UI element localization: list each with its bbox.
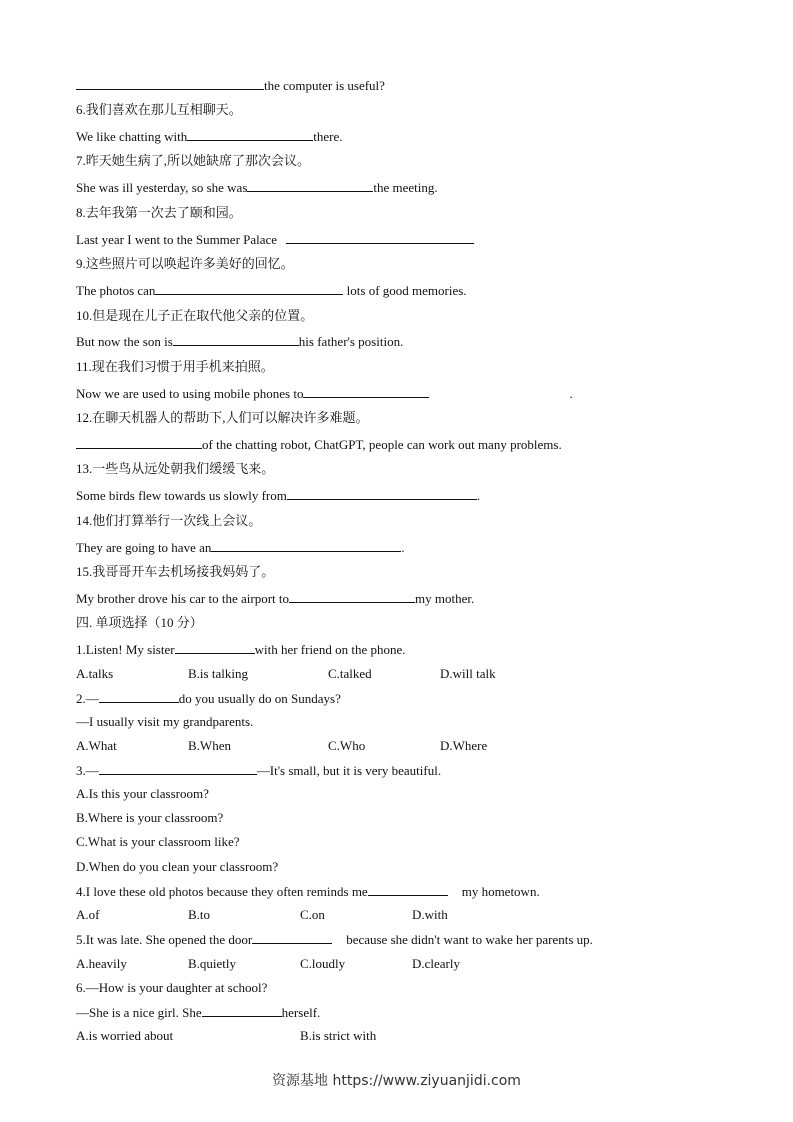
- answer-blank[interactable]: [187, 127, 313, 141]
- mc-question-6: 6.—How is your daughter at school?: [76, 980, 268, 995]
- answer-blank[interactable]: [211, 538, 401, 552]
- mc-5-option-a[interactable]: A.heavily: [76, 956, 127, 971]
- mc-6-option-b[interactable]: B.is strict with: [300, 1028, 377, 1043]
- fill-item-7-chinese: 7.昨天她生病了,所以她缺席了那次会议。: [76, 153, 311, 168]
- answer-blank[interactable]: [368, 882, 448, 896]
- fill-item-13-chinese: 13.一些鸟从远处朝我们缓缓飞来。: [76, 461, 275, 476]
- mc-2-option-a[interactable]: A.What: [76, 738, 117, 753]
- mc-4-option-b[interactable]: B.to: [188, 907, 211, 922]
- fill-item-5-english: the computer is useful?: [76, 76, 385, 95]
- fill-item-13-english: Some birds flew towards us slowly from .: [76, 488, 481, 503]
- mc-3-option-b[interactable]: B.Where is your classroom?: [76, 810, 224, 825]
- answer-blank[interactable]: [99, 761, 257, 775]
- answer-blank[interactable]: [303, 384, 429, 398]
- fill-item-9-english: The photos can lots of good memories.: [76, 283, 467, 298]
- fill-item-10-english: But now the son is his father's position.: [76, 334, 404, 349]
- mc-4-option-a[interactable]: A.of: [76, 907, 100, 922]
- mc-6-answer-line: —She is a nice girl. She herself.: [76, 1005, 321, 1020]
- answer-blank[interactable]: [252, 930, 332, 944]
- fill-item-8-chinese: 8.去年我第一次去了颐和园。: [76, 205, 242, 220]
- mc-3-option-a[interactable]: A.Is this your classroom?: [76, 786, 209, 801]
- fill-item-11-english: Now we are used to using mobile phones to .: [76, 386, 573, 401]
- mc-2-option-c[interactable]: C.Who: [328, 738, 366, 753]
- fill-item-7-english: She was ill yesterday, so she was the meeting.: [76, 180, 438, 195]
- mc-1-option-c[interactable]: C.talked: [328, 666, 372, 681]
- answer-blank[interactable]: [99, 689, 179, 703]
- mc-question-3: 3.— —It's small, but it is very beautiful.: [76, 763, 442, 778]
- mc-question-2: 2.— do you usually do on Sundays?: [76, 691, 341, 706]
- fill-item-9-chinese: 9.这些照片可以唤起许多美好的回忆。: [76, 256, 294, 271]
- mc-5-option-b[interactable]: B.quietly: [188, 956, 237, 971]
- answer-blank[interactable]: [76, 435, 202, 449]
- mc-2-answer-line: —I usually visit my grandparents.: [76, 714, 254, 729]
- answer-blank[interactable]: [286, 230, 474, 244]
- answer-blank[interactable]: [76, 76, 264, 90]
- fill-item-6-chinese: 6.我们喜欢在那儿互相聊天。: [76, 102, 242, 117]
- answer-blank[interactable]: [155, 281, 343, 295]
- mc-5-option-c[interactable]: C.loudly: [300, 956, 346, 971]
- fill-item-12-chinese: 12.在聊天机器人的帮助下,人们可以解决许多难题。: [76, 410, 369, 425]
- answer-blank[interactable]: [247, 178, 373, 192]
- mc-4-option-d[interactable]: D.with: [412, 907, 448, 922]
- mc-3-option-c[interactable]: C.What is your classroom like?: [76, 834, 240, 849]
- answer-blank[interactable]: [175, 640, 255, 654]
- mc-1-option-b[interactable]: B.is talking: [188, 666, 248, 681]
- mc-question-5: 5.It was late. She opened the door because she didn't want to wake her parents up.: [76, 932, 593, 947]
- mc-1-option-d[interactable]: D.will talk: [440, 666, 496, 681]
- mc-2-option-d[interactable]: D.Where: [440, 738, 488, 753]
- mc-1-option-a[interactable]: A.talks: [76, 666, 114, 681]
- section-title: 四. 单项选择（10 分）: [76, 615, 203, 630]
- answer-blank[interactable]: [173, 332, 299, 346]
- mc-5-option-d[interactable]: D.clearly: [412, 956, 461, 971]
- answer-blank[interactable]: [289, 589, 415, 603]
- mc-4-option-c[interactable]: C.on: [300, 907, 325, 922]
- mc-6-option-a[interactable]: A.is worried about: [76, 1028, 174, 1043]
- mc-question-1: 1.Listen! My sister with her friend on the phone.: [76, 642, 406, 657]
- footer-watermark[interactable]: 资源基地 https://www.ziyuanjidi.com: [272, 1073, 521, 1089]
- fill-item-6-english: We like chatting with there.: [76, 129, 343, 144]
- mc-2-option-b[interactable]: B.When: [188, 738, 231, 753]
- mc-3-option-d[interactable]: D.When do you clean your classroom?: [76, 859, 279, 874]
- answer-blank[interactable]: [287, 486, 477, 500]
- fill-item-14-chinese: 14.他们打算举行一次线上会议。: [76, 513, 262, 528]
- fill-item-8-english: Last year I went to the Summer Palace: [76, 230, 474, 249]
- fill-item-15-english: My brother drove his car to the airport to my mother.: [76, 591, 475, 606]
- fill-item-15-chinese: 15.我哥哥开车去机场接我妈妈了。: [76, 564, 275, 579]
- fill-item-10-chinese: 10.但是现在儿子正在取代他父亲的位置。: [76, 308, 314, 323]
- fill-item-11-chinese: 11.现在我们习惯于用手机来拍照。: [76, 359, 274, 374]
- answer-blank[interactable]: [202, 1003, 282, 1017]
- mc-question-4: 4.I love these old photos because they often reminds me my hometown.: [76, 884, 540, 899]
- fill-item-12-english: of the chatting robot, ChatGPT, people can work out many problems.: [76, 435, 562, 454]
- fill-item-14-english: They are going to have an .: [76, 540, 405, 555]
